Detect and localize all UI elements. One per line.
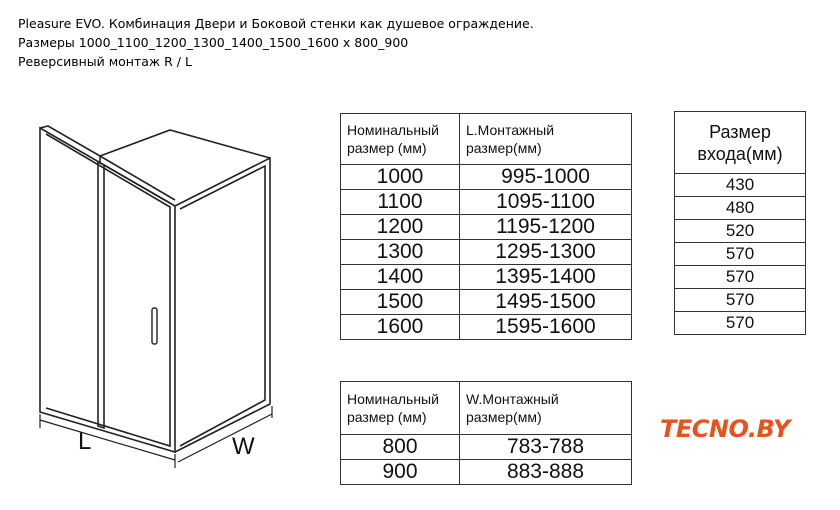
dimension-label-w: W: [232, 433, 255, 460]
table-row: [341, 290, 632, 315]
width-table: [340, 381, 632, 485]
table-row: [341, 190, 632, 215]
entry-size-table: [674, 111, 806, 335]
nominal-size-cell: 1100: [341, 190, 460, 215]
header-line-2: Размеры 1000_1100_1200_1300_1400_1500_1600 x 800_900: [18, 35, 409, 50]
nominal-size-cell: 1400: [341, 265, 460, 290]
width-table-col2-header: W.Монтажный размер(мм): [460, 382, 632, 435]
table-row: [675, 197, 806, 220]
mounting-size-cell: 783-788: [460, 435, 632, 460]
table-row: [341, 315, 632, 340]
length-table-col1-header: Номинальный размер (мм): [341, 114, 460, 165]
length-table: [340, 113, 632, 340]
mounting-size-cell: 883-888: [460, 460, 632, 485]
table-row: [341, 240, 632, 265]
nominal-size-cell: 1600: [341, 315, 460, 340]
front-panel-frame: [40, 128, 175, 452]
table-row: [341, 435, 632, 460]
mounting-size-cell: 1595-1600: [460, 315, 632, 340]
nominal-size-cell: 1000: [341, 165, 460, 190]
entry-size-cell: 570: [675, 266, 806, 289]
mounting-size-cell: 1495-1500: [460, 290, 632, 315]
nominal-size-cell: 900: [341, 460, 460, 485]
length-table-col2-header: L.Монтажный размер(мм): [460, 114, 632, 165]
nominal-size-cell: 1200: [341, 215, 460, 240]
table-row: [675, 220, 806, 243]
side-panel-frame: [175, 158, 270, 452]
mounting-size-cell: 995-1000: [460, 165, 632, 190]
header-line-1: Pleasure EVO. Комбинация Двери и Боковой стенки как душевое ограждение.: [18, 16, 534, 31]
table-row: [675, 243, 806, 266]
sliding-door: [98, 162, 104, 428]
entry-size-cell: 570: [675, 312, 806, 335]
nominal-size-cell: 1300: [341, 240, 460, 265]
mounting-size-cell: 1095-1100: [460, 190, 632, 215]
entry-size-header: Размер входа(мм): [675, 112, 806, 174]
entry-size-cell: 570: [675, 289, 806, 312]
dimension-line-l: [40, 420, 175, 460]
nominal-size-cell: 1500: [341, 290, 460, 315]
table-row: [341, 215, 632, 240]
table-row: [675, 174, 806, 197]
table-row: [675, 312, 806, 335]
entry-size-cell: 570: [675, 243, 806, 266]
table-row: [675, 289, 806, 312]
dimension-label-l: L: [78, 428, 92, 455]
table-row: [675, 266, 806, 289]
tecno-logo: TECNO.BY: [660, 415, 790, 443]
width-table-col1-header: Номинальный размер (мм): [341, 382, 460, 435]
shower-enclosure-drawing: [0, 0, 330, 510]
entry-size-cell: 520: [675, 220, 806, 243]
nominal-size-cell: 800: [341, 435, 460, 460]
entry-size-cell: 430: [675, 174, 806, 197]
header-line-3: Реверсивный монтаж R / L: [18, 54, 192, 69]
mounting-size-cell: 1395-1400: [460, 265, 632, 290]
mounting-size-cell: 1195-1200: [460, 215, 632, 240]
door-handle: [152, 308, 157, 344]
entry-size-cell: 480: [675, 197, 806, 220]
table-row: [341, 165, 632, 190]
mounting-size-cell: 1295-1300: [460, 240, 632, 265]
table-row: [341, 460, 632, 485]
table-row: [341, 265, 632, 290]
